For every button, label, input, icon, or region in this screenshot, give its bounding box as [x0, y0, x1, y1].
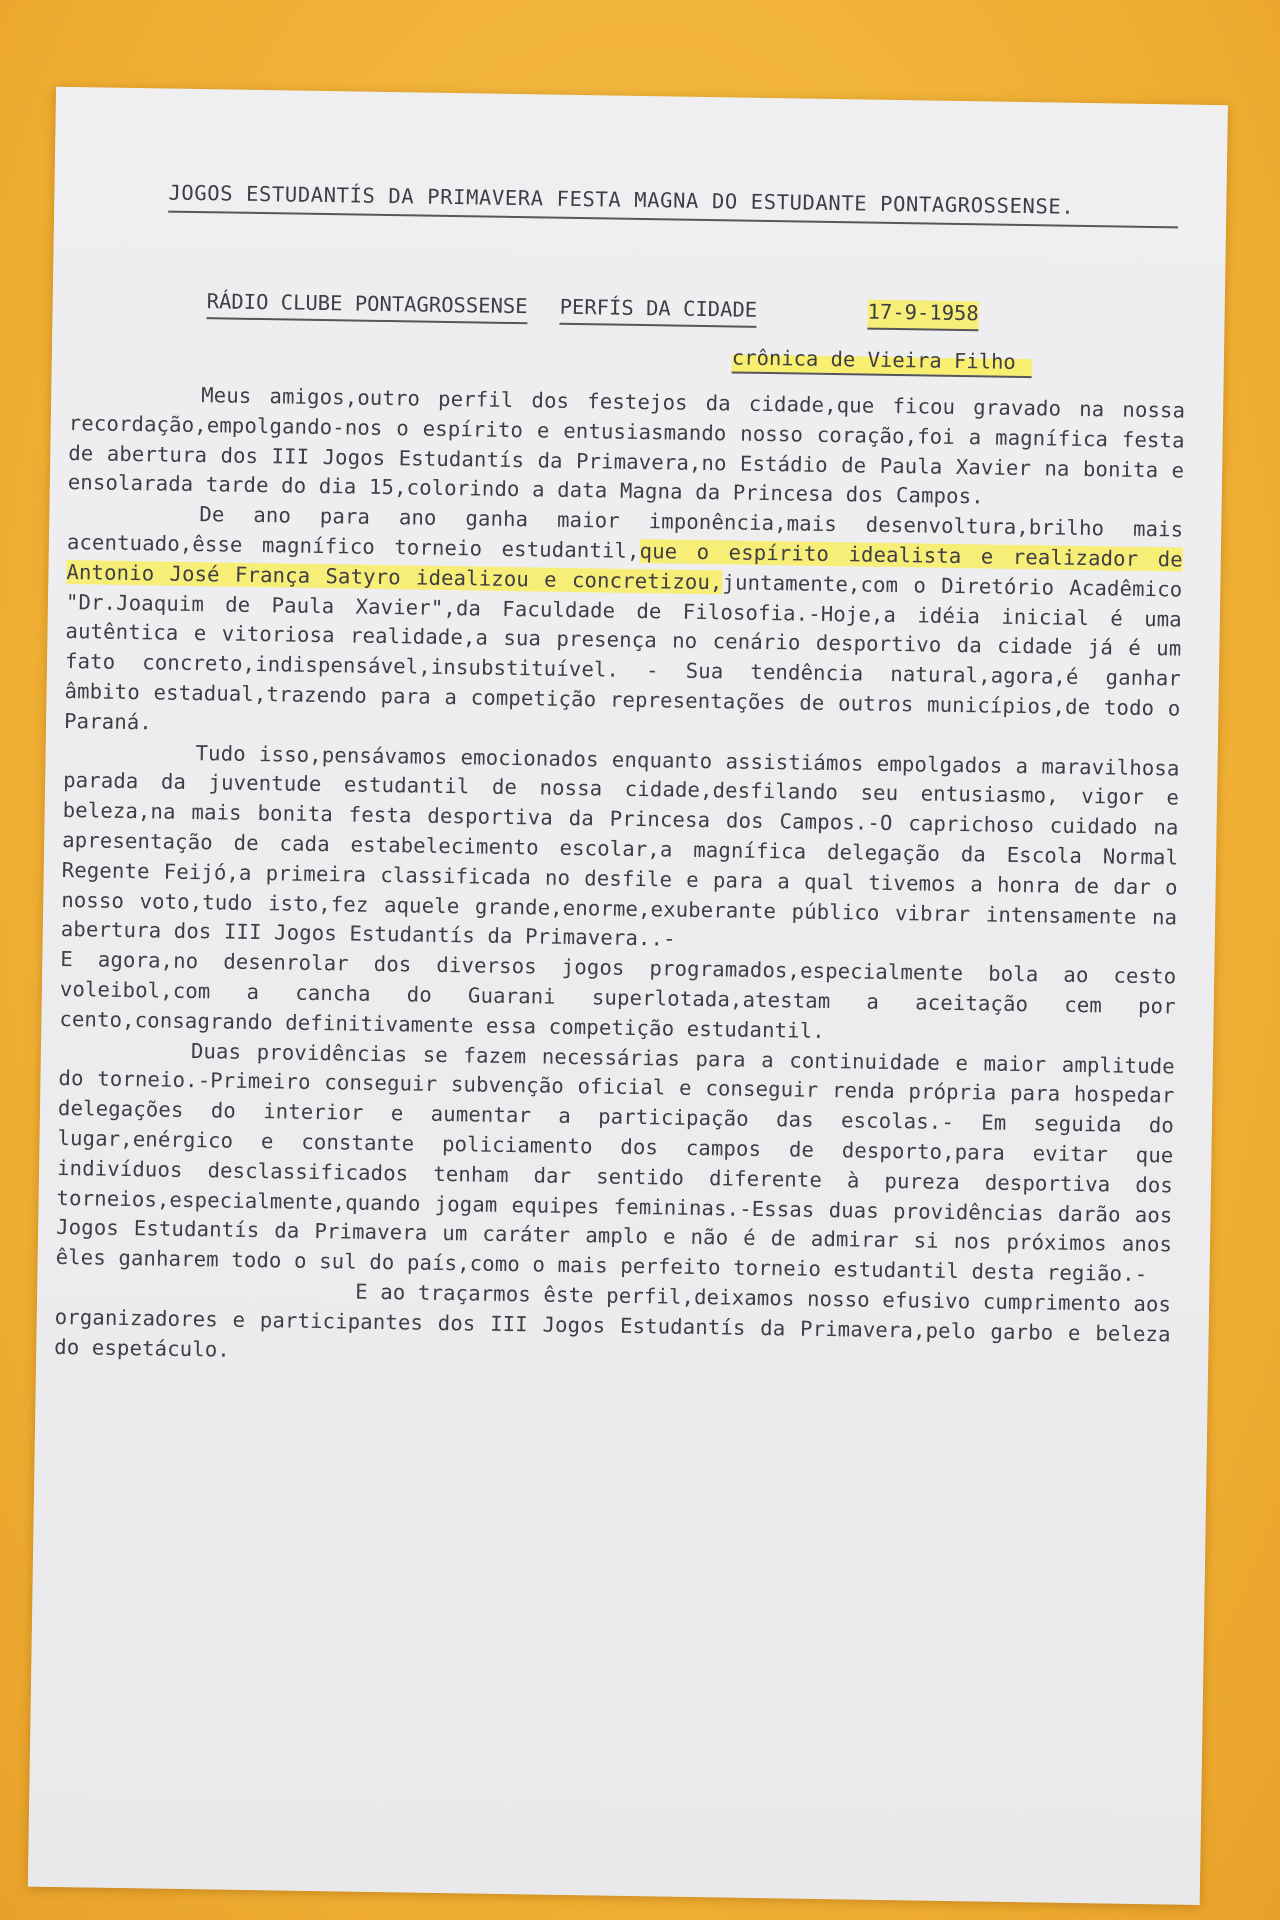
radio-station: RÁDIO CLUBE PONTAGROSSENSE: [206, 289, 527, 324]
paragraph-2-start: De ano para ano ganha maior imponência,mais desenvoltura,brilho mais acentuado,êsse magnífico torneio estudantil,: [66, 502, 1184, 564]
highlighted-passage: que o espírito idealista e realizador de Antonio José França Satyro idealizou e concretizou,: [66, 539, 1183, 595]
paragraph-6: E ao traçarmos êste perfil,deixamos nosso efusivo cumprimento aos organizadores e participantes dos III Jogos Estudantís da Primavera,pelo garbo e beleza do espetáculo.: [54, 1279, 1172, 1362]
document-title: JOGOS ESTUDANTÍS DA PRIMAVERA FESTA MAGNA DO ESTUDANTE PONTAGROSSENSE.: [168, 181, 1178, 229]
paragraph-4: E agora,no desenrolar dos diversos jogos programados,especialmente bola ao cesto voleibol,com a cancha do Guarani superlotada,atestam a aceitação cem por cento,consagrando definitivamente essa competição estudantil.: [59, 947, 1177, 1043]
paragraph-3: Tudo isso,pensávamos emocionados enquanto assistiámos empolgados a maravilhosa parada da juventude estudantil de nossa cidade,desfilando seu entusiasmo, vigor e beleza,na mais bonita festa desportiva da Princesa dos Campos.-O caprichoso cuidado na apresentação de cada estabelecimento escolar,a magnífica delegação da Escola Normal Regente Feijó,a primeira classificada no desfile e para a qual tivemos a honra de dar o nosso voto,tudo isto,fez aquele grande,enorme,exuberante público vibrar intensamente na abertura dos III Jogos Estudantís da Primavera..-: [60, 740, 1180, 951]
typewritten-sheet: [28, 87, 1228, 1905]
paragraph-1: Meus amigos,outro perfil dos festejos da cidade,que ficou gravado na nossa recordação,empolgando-nos o espírito e entusiasmando nosso coração,foi a magnífica festa de abertura dos III Jogos Estudantís da Primavera,no Estádio de Paula Xavier na bonita e ensolarada tarde do dia 15,colorindo a data Magna da Princesa dos Campos.: [67, 383, 1186, 509]
program-name: PERFÍS DA CIDADE: [559, 295, 757, 328]
paragraph-5: Duas providências se fazem necessárias para a continuidade e maior amplitude do torneio.-Primeiro conseguir subvenção oficial e conseguir renda própria para hospedar delegações do interior e aumentar a participação das escolas.- Em seguida do lugar,enérgico e constante policiamento dos campos de desporto,para evitar que indivíduos desclassificados tenham dar sentido diferente à pureza desportiva dos torneios,especialmente,quando jogam equipes femininas.-Essas duas providências darão aos Jogos Estudantís da Primavera um caráter amplo e não é de admirar si nos próximos anos êles ganharem todo o sul do país,como o mais perfeito torneio estudantil desta região.-: [55, 1038, 1176, 1287]
document-date: 17-9-1958: [867, 300, 979, 332]
chronicle-body: [54, 379, 1185, 1380]
byline: crônica de Vieira Filho: [732, 345, 1032, 378]
paragraph-2-end: juntamente,com o Diretório Acadêmico "Dr.Joaquim de Paula Xavier",da Faculdade de Filosofia.-Hoje,a idéia inicial é uma autêntica e vitoriosa realidade,a sua presença no cenário desportivo da cidade já é um fato concreto,indispensável,insubstituível. - Sua tendência natural,agora,é ganhar âmbito estadual,trazendo para a competição representações de outros municípios,de todo o Paraná.: [63, 570, 1183, 735]
paragraph-2: [64, 498, 1184, 754]
meta-row: [53, 287, 1225, 326]
